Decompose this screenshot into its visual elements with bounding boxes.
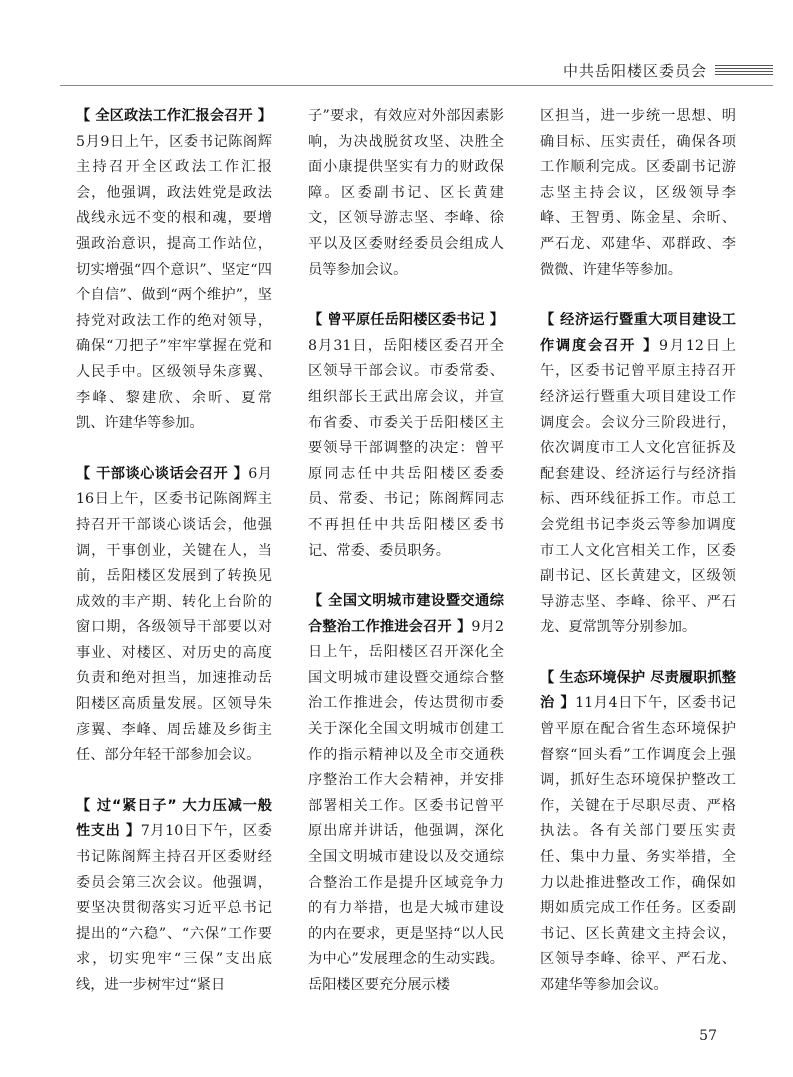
column-3 <box>540 104 736 1004</box>
news-item <box>540 666 736 999</box>
item-heading: 【 生态环境保护 尽责履职抓整治 】 <box>540 669 736 712</box>
item-text: 6月16日上午，区委书记陈阁辉主持召开干部谈心谈话会，他强调，干事创业，关键在人，当前，岳阳楼区发展到了转换见成效的丰产期、转化上台阶的窗口期，各级领导干部要以对事业、对楼区、对历史的高度负责和绝对担当，加速推动岳阳楼区高质量发展。区领导朱彦翼、李峰、周岳雄及乡街主任、部分年轻干部参加会议。 <box>76 465 272 764</box>
news-item-continued <box>308 104 504 283</box>
news-item <box>76 462 272 769</box>
item-text: 5月9日上午，区委书记陈阁辉主持召开全区政法工作汇报会，他强调，政法姓党是政法战线永远不变的根和魂，要增强政治意识，提高工作站位，切实增强“四个意识”、坚定“四个自信”、做到“两个维护”，坚持党对政法工作的绝对领导，确保“刀把子”牢牢掌握在党和人民手中。区级领导朱彦翼、李峰、黎建欣、余昕、夏常凯、许建华等参加。 <box>76 133 272 432</box>
running-header <box>0 56 793 86</box>
item-heading: 【 全国文明城市建设暨交通综合整治工作推进会召开 】 <box>308 593 504 635</box>
column-1 <box>76 104 272 1004</box>
item-heading: 【 过“紧日子” 大力压减一般性支出 】 <box>76 797 272 840</box>
header-title: 中共岳阳楼区委员会 <box>562 62 707 80</box>
column-2 <box>308 104 504 1004</box>
item-heading: 【 全区政法工作汇报会召开 】 <box>76 108 272 124</box>
header-rule <box>60 85 773 86</box>
item-heading: 【 经济运行暨重大项目建设工作调度会召开 】 <box>540 312 736 354</box>
item-text: 8月31日，岳阳楼区委召开全区领导干部会议。市委常委、组织部长王武出席会议，并宣布省委、市委关于岳阳楼区主要领导干部调整的决定：曾平原同志任中共岳阳楼区委委员、常委、书记；陈阁辉同志不再担任中共岳阳楼区委书记、常委、委员职务。 <box>308 337 504 559</box>
item-text: 9月2日上午，岳阳楼区召开深化全国文明城市建设暨交通综合整治工作推进会，传达贯彻市委关于深化全国文明城市创建工作的指示精神以及全市交通秩序整治工作大会精神，并安排部署相关工作。区委书记曾平原出席并讲话，他强调，深化全国文明城市建设以及交通综合整治工作是提升区域竞争力的有力举措，也是大城市建设的内在要求，更是坚持“以人民为中心”发展理念的生动实践。岳阳楼区要充分展示楼 <box>308 618 504 993</box>
news-item <box>76 104 272 437</box>
news-item <box>308 308 504 564</box>
item-text: 7月10日下午，区委书记陈阁辉主持召开区委财经委员会第三次会议。他强调，要坚决贯彻落实习近平总书记提出的“六稳”、“六保”工作要求，切实兜牢“三保”支出底线，进一步树牢过“紧日 <box>76 823 272 993</box>
news-item <box>540 308 736 641</box>
page-number: 57 <box>699 1028 717 1044</box>
news-item-continued <box>540 104 736 283</box>
news-item <box>76 794 272 999</box>
item-text: 区担当，进一步统一思想、明确目标、压实责任，确保各项工作顺利完成。区委副书记游志坚主持会议，区级领导李峰、王智勇、陈金星、余昕、严石龙、邓建华、邓群政、李微微、许建华等参加。 <box>540 108 736 278</box>
item-text: 子”要求，有效应对外部因素影响，为决战脱贫攻坚、决胜全面小康提供坚实有力的财政保障。区委副书记、区长黄建文，区领导游志坚、李峰、徐平以及区委财经委员会组成人员等参加会议。 <box>308 108 504 278</box>
item-text: 11月4日下午，区委书记曾平原在配合省生态环境保护督察“回头看”工作调度会上强调，抓好生态环境保护整改工作，关键在于尽职尽责、严格执法。各有关部门要压实责任、集中力量、务实举措，全力以赴推进整改工作，确保如期如质完成工作任务。区委副书记、区长黄建文主持会议，区领导李峰、徐平、严石龙、邓建华等参加会议。 <box>540 695 736 993</box>
news-item <box>308 589 504 999</box>
header-lines-ornament <box>715 65 773 77</box>
item-text: 9月12日上午，区委书记曾平原主持召开经济运行暨重大项目建设工作调度会。会议分三阶段进行，依次调度市工人文化宫征拆及配套建设、经济运行与经济指标、西环线征拆工作。市总工会党组书记李炎云等参加调度市工人文化宫相关工作，区委副书记、区长黄建文，区级领导游志坚、李峰、徐平、严石龙、夏常凯等分别参加。 <box>540 337 736 636</box>
item-heading: 【 干部谈心谈话会召开 】 <box>76 465 249 482</box>
item-heading: 【 曾平原任岳阳楼区委书记 】 <box>308 312 504 329</box>
article-columns <box>76 104 736 1004</box>
